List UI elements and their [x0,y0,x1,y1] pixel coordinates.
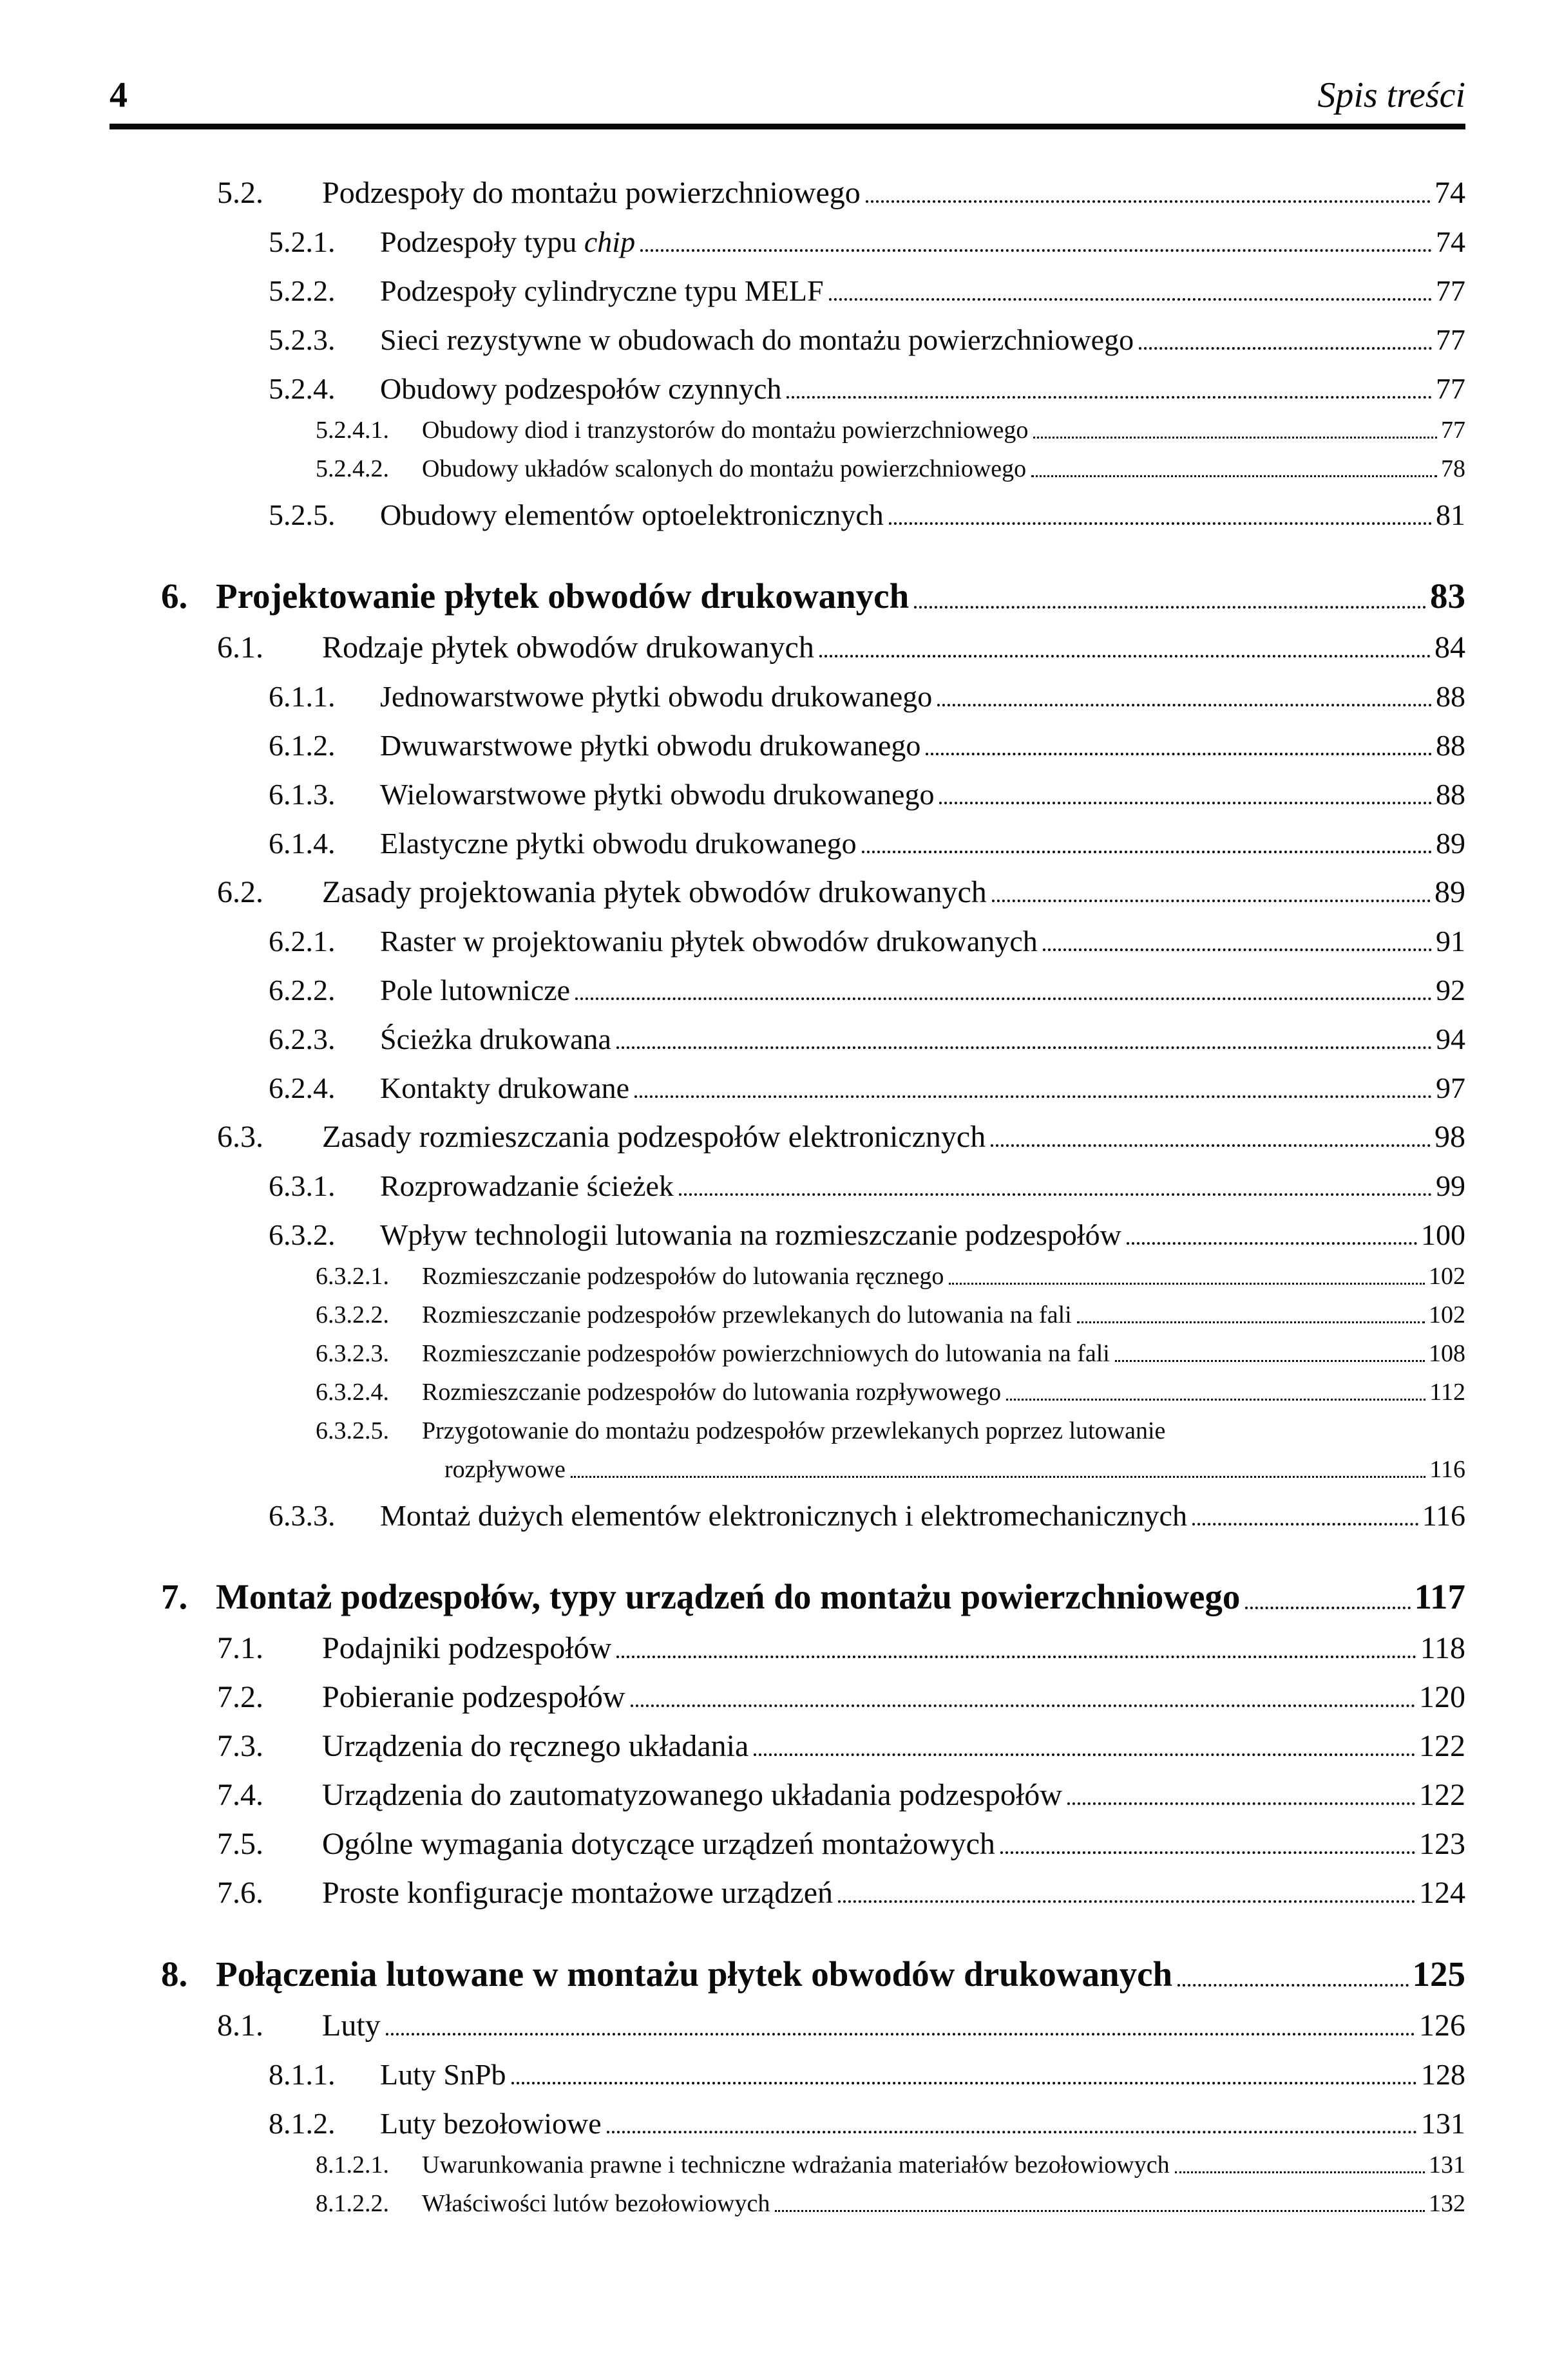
toc-entry [110,1813,1465,1862]
entry-page-number: 122 [1419,1777,1465,1812]
dot-leader [939,802,1432,804]
entry-title: Rozmieszczanie podzespołów powierzchniowych do lutowania na fali [422,1340,1110,1368]
entry-number: 6.2.2. [269,974,336,1007]
toc-entry [110,484,1465,533]
page-number: 4 [110,75,128,115]
entry-number: 5.2. [217,175,263,210]
entry-page-number: 77 [1436,274,1465,308]
entry-title: Połączenia lutowane w montażu płytek obwodów drukowanych [216,1954,1173,1994]
entry-title: Podzespoły do montażu powierzchniowego [322,175,861,210]
dot-leader [937,704,1432,706]
entry-title: Właściwości lutów bezołowiowych [422,2190,770,2218]
entry-page-number: 131 [1421,2107,1465,2140]
toc-entry [110,1715,1465,1764]
entry-title: Montaż podzespołów, typy urządzeń do montażu powierzchniowego [216,1576,1241,1616]
toc-entry [110,552,1465,616]
entry-number: 8.1.2.1. [316,2151,389,2179]
toc-entry [110,445,1465,484]
dot-leader [819,655,1431,657]
entry-title: Luty SnPb [380,2058,506,2092]
toc-entry-continuation [110,1446,1465,1484]
entry-page-number: 94 [1436,1023,1465,1056]
toc-entry [110,1407,1465,1446]
entry-title: Montaż dużych elementów elektronicznych i elektromechanicznych [380,1499,1187,1533]
section-title: Spis treści [1317,75,1465,115]
entry-title: Podajniki podzespołów [322,1630,612,1665]
entry-number: 6.1. [217,630,263,665]
dot-leader [1077,1321,1425,1323]
entry-number: 8.1.2. [269,2107,336,2140]
entry-title: Jednowarstwowe płytki obwodu drukowanego [380,680,933,713]
entry-page-number: 99 [1436,1169,1465,1203]
toc-entry [110,714,1465,763]
toc-entry [110,2141,1465,2180]
toc-entry [110,1484,1465,1533]
toc-entry [110,861,1465,910]
dot-leader [616,1046,1432,1049]
entry-title: Uwarunkowania prawne i techniczne wdrażania materiałów bezołowiowych [422,2151,1170,2179]
entry-number: 6.1.1. [269,680,336,713]
entry-title: Luty [322,2008,381,2043]
page-content [110,0,1465,2218]
entry-page-number: 88 [1436,680,1465,713]
toc-entry [110,2043,1465,2092]
entry-title: Obudowy diod i tranzystorów do montażu powierzchniowego [422,417,1029,444]
entry-title: Rodzaje płytek obwodów drukowanych [322,630,814,665]
toc-entry [110,1252,1465,1291]
entry-number: 5.2.4. [269,372,336,406]
entry-title: Sieci rezystywne w obudowach do montażu powierzchniowego [380,323,1134,357]
toc-entry [110,260,1465,308]
entry-page-number: 84 [1434,630,1465,665]
entry-page-number: 100 [1421,1218,1465,1252]
dot-leader [1127,1242,1417,1245]
dot-leader [1033,437,1437,439]
toc-entry [110,1155,1465,1204]
entry-number: 7. [161,1576,188,1616]
entry-number: 8.1.2.2. [316,2190,389,2218]
toc-entry [110,308,1465,357]
toc-entry [110,357,1465,406]
entry-page-number: 122 [1419,1728,1465,1763]
entry-title: Pobieranie podzespołów [322,1679,625,1714]
entry-page-number: 97 [1436,1072,1465,1105]
entry-title: Kontakty drukowane [380,1072,630,1105]
table-of-contents [110,162,1465,2218]
entry-number: 6.3.1. [269,1169,336,1203]
entry-title: Zasady rozmieszczania podzespołów elektronicznych [322,1119,986,1154]
entry-page-number: 89 [1436,827,1465,860]
toc-entry [110,665,1465,714]
entry-number: 6.2.4. [269,1072,336,1105]
entry-number: 7.1. [217,1630,263,1665]
dot-leader [511,2082,1417,2084]
entry-page-number: 77 [1436,372,1465,406]
entry-title: Proste konfiguracje montażowe urządzeń [322,1875,834,1910]
dot-leader [1067,1802,1415,1805]
entry-title: Obudowy podzespołów czynnych [380,372,782,406]
entry-page-number: 132 [1429,2190,1465,2218]
entry-title: Wpływ technologii lutowania na rozmieszczanie podzespołów [380,1218,1121,1252]
entry-title: Raster w projektowaniu płytek obwodów drukowanych [380,925,1038,958]
dot-leader [786,396,1432,399]
toc-entry [110,1368,1465,1407]
entry-title: Podzespoły typu chip [380,225,636,259]
entry-number: 7.5. [217,1826,263,1861]
toc-entry [110,211,1465,260]
entry-number: 6.3.2.2. [316,1301,389,1329]
entry-page-number: 102 [1429,1263,1465,1290]
entry-title: Podzespoły cylindryczne typu MELF [380,274,824,308]
toc-entry [110,1764,1465,1813]
entry-title: Zasady projektowania płytek obwodów drukowanych [322,874,987,909]
entry-number: 6.3.2.3. [316,1340,389,1368]
dot-leader [1139,347,1432,350]
entry-number: 8.1. [217,2008,263,2043]
entry-page-number: 124 [1419,1875,1465,1910]
entry-title: Wielowarstwowe płytki obwodu drukowanego [380,778,935,811]
entry-number: 7.4. [217,1777,263,1812]
entry-page-number: 108 [1429,1340,1465,1368]
entry-number: 5.2.4.1. [316,417,389,444]
dot-leader [1245,1607,1410,1609]
toc-entry [110,1617,1465,1666]
entry-number: 5.2.3. [269,323,336,357]
entry-page-number: 83 [1430,576,1465,616]
entry-title: Rozprowadzanie ścieżek [380,1169,674,1203]
entry-number: 6.3.3. [269,1499,336,1533]
dot-leader [1031,475,1437,477]
entry-number: 5.2.5. [269,498,336,532]
toc-entry [110,959,1465,1008]
entry-page-number: 117 [1414,1576,1465,1616]
dot-leader [1000,1851,1415,1854]
entry-title: Ogólne wymagania dotyczące urządzeń montażowych [322,1826,995,1861]
dot-leader [862,851,1432,853]
dot-leader [991,1144,1431,1147]
entry-page-number: 118 [1420,1630,1465,1665]
toc-entry [110,162,1465,211]
entry-number: 6.1.3. [269,778,336,811]
entry-page-number: 116 [1429,1456,1465,1484]
entry-number: 6.1.2. [269,729,336,762]
dot-leader [889,522,1432,525]
entry-number: 6.3.2.5. [316,1417,389,1445]
entry-page-number: 91 [1436,925,1465,958]
toc-entry [110,2092,1465,2141]
entry-title: Obudowy układów scalonych do montażu powierzchniowego [422,455,1027,483]
entry-page-number: 77 [1441,417,1465,444]
dot-leader [775,2210,1425,2212]
entry-page-number: 102 [1429,1301,1465,1329]
dot-leader [634,1095,1432,1098]
toc-entry [110,2180,1465,2218]
toc-entry [110,910,1465,959]
dot-leader [571,1476,1426,1478]
dot-leader [640,249,1432,252]
dot-leader [386,2033,1415,2035]
entry-title: Dwuwarstwowe płytki obwodu drukowanego [380,729,921,762]
entry-page-number: 98 [1434,1119,1465,1154]
toc-entry [110,763,1465,812]
dot-leader [607,2131,1417,2133]
toc-entry [110,1553,1465,1617]
entry-number: 7.6. [217,1875,263,1910]
toc-entry [110,1930,1465,1994]
entry-number: 5.2.4.2. [316,455,389,483]
entry-page-number: 116 [1422,1499,1465,1533]
dot-leader [829,298,1432,301]
entry-number: 6.2.3. [269,1023,336,1056]
entry-page-number: 126 [1419,2008,1465,2043]
entry-number: 6.3.2. [269,1218,336,1252]
dot-leader [992,900,1431,902]
entry-number: 6.1.4. [269,827,336,860]
dot-leader [1006,1399,1425,1401]
toc-entry [110,406,1465,445]
entry-title: Rozmieszczanie podzespołów do lutowania rozpływowego [422,1379,1002,1406]
entry-title: Przygotowanie do montażu podzespołów przewlekanych poprzez lutowanie [422,1417,1166,1445]
entry-page-number: 123 [1419,1826,1465,1861]
dot-leader [1175,2171,1425,2173]
running-header [110,0,1465,129]
entry-page-number: 77 [1436,323,1465,357]
entry-title: Rozmieszczanie podzespołów przewlekanych do lutowania na fali [422,1301,1072,1329]
dot-leader [754,1753,1415,1756]
toc-entry [110,1057,1465,1106]
toc-entry [110,1204,1465,1252]
entry-page-number: 125 [1412,1954,1465,1994]
entry-number: 6.3.2.1. [316,1263,389,1290]
dot-leader [1043,949,1432,951]
entry-page-number: 88 [1436,729,1465,762]
dot-leader [679,1193,1432,1196]
entry-number: 5.2.1. [269,225,336,259]
dot-leader [838,1900,1415,1903]
dot-leader [575,997,1432,1000]
entry-page-number: 131 [1429,2151,1465,2179]
dot-leader [1115,1360,1425,1362]
toc-entry [110,1994,1465,2043]
entry-number: 6.3. [217,1119,263,1154]
entry-number: 6.2. [217,874,263,909]
toc-entry [110,1862,1465,1911]
entry-title-italic: chip [584,225,636,259]
entry-title: Urządzenia do zautomatyzowanego układania podzespołów [322,1777,1062,1812]
entry-title-continuation: rozpływowe [444,1456,566,1484]
entry-title: Urządzenia do ręcznego układania [322,1728,749,1763]
entry-number: 8.1.1. [269,2058,336,2092]
toc-entry [110,1008,1465,1057]
entry-page-number: 128 [1421,2058,1465,2092]
toc-entry [110,616,1465,665]
toc-entry [110,1666,1465,1715]
entry-number: 6.3.2.4. [316,1379,389,1406]
entry-number: 6. [161,576,188,616]
dot-leader [866,200,1431,203]
dot-leader [631,1705,1415,1707]
dot-leader [914,606,1426,609]
entry-number: 8. [161,1954,188,1994]
dot-leader [926,753,1432,755]
toc-entry [110,812,1465,861]
entry-title: Rozmieszczanie podzespołów do lutowania ręcznego [422,1263,944,1290]
entry-number: 5.2.2. [269,274,336,308]
entry-page-number: 92 [1436,974,1465,1007]
dot-leader [616,1656,1416,1658]
entry-title: Luty bezołowiowe [380,2107,602,2140]
toc-entry [110,1291,1465,1330]
dot-leader [1192,1523,1418,1525]
toc-entry [110,1330,1465,1368]
entry-title: Ścieżka drukowana [380,1023,611,1056]
entry-page-number: 81 [1436,498,1465,532]
entry-page-number: 78 [1441,455,1465,483]
entry-page-number: 112 [1429,1379,1465,1406]
entry-page-number: 74 [1436,225,1465,259]
dot-leader [1177,1984,1408,1987]
entry-title: Pole lutownicze [380,974,571,1007]
entry-page-number: 120 [1419,1679,1465,1714]
entry-title: Elastyczne płytki obwodu drukowanego [380,827,857,860]
entry-page-number: 88 [1436,778,1465,811]
entry-page-number: 89 [1434,874,1465,909]
entry-title: Projektowanie płytek obwodów drukowanych [216,576,910,616]
entry-page-number: 74 [1434,175,1465,210]
entry-number: 6.2.1. [269,925,336,958]
entry-title: Obudowy elementów optoelektronicznych [380,498,884,532]
entry-number: 7.3. [217,1728,263,1763]
entry-number: 7.2. [217,1679,263,1714]
toc-entry [110,1106,1465,1155]
dot-leader [949,1283,1425,1285]
